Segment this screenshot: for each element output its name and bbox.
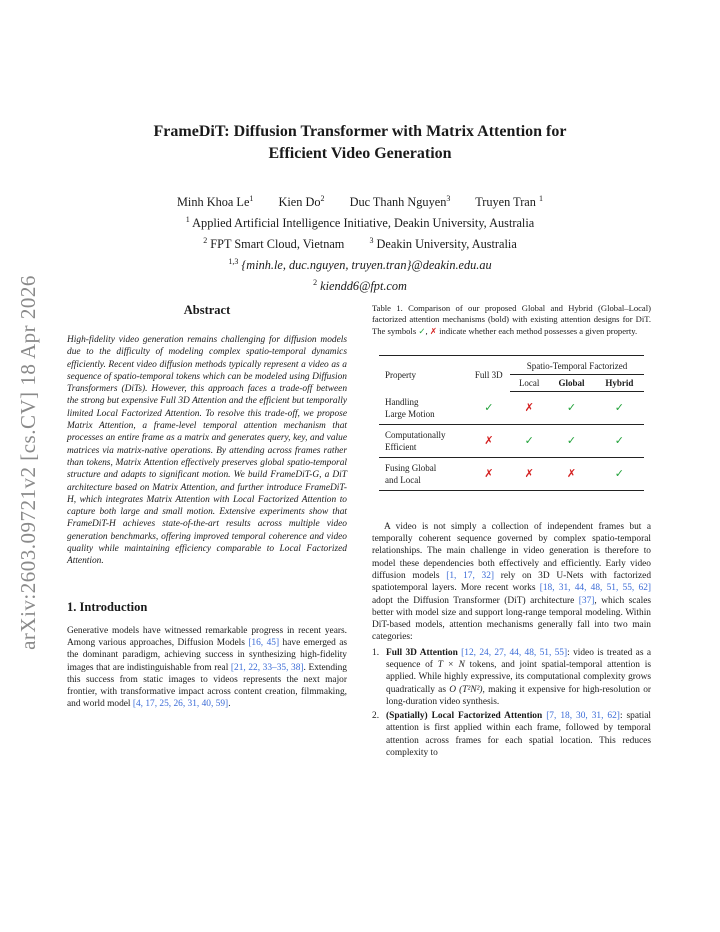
text-run: rely on 3D U-Nets with factorized spatiotemporal layers. More recent works <box>372 570 652 594</box>
author-list <box>100 190 620 211</box>
author-aff: 1 <box>539 194 543 203</box>
aff-mark: 2 <box>203 236 208 246</box>
list-item-title: (Spatially) Local Factorized Attention <box>386 711 543 722</box>
author-name: Kien Do <box>278 195 321 210</box>
arxiv-watermark <box>8 262 48 662</box>
math-expression: O (T²N²) <box>449 684 483 695</box>
attention-category-list <box>372 647 651 760</box>
check-icon: ✓ <box>614 435 624 448</box>
label-line: Fusing Global <box>385 462 437 473</box>
abstract-text: High-fidelity video generation remains challenging for diffusion models due to the difficulty of modeling complex spatio-temporal dynamics efficiently. Recent video diffusion methods typically represent a video as a sequence of spatio-temporal tokens which can be modeled using Diffusion Transformers (DiTs). However, this approach faces a trade-off between the strong but expensive Full 3D Attention and the efficient but temporally limited Local Factorized Attention. To resolve this trade-off, we propose Matrix Attention, a frame-level temporal attention mechanism that processes an entire frame as a matrix and generates query, key, and value matrices via matrix-native operations. By attending across frames rather than tokens, Matrix Attention effectively preserves global spatio-temporal structure and adapts to significant motion. We build FrameDiT-G, a DiT architecture based on Matrix Attention, and further introduce FrameDiT-H, which integrates Matrix Attention with Local Factorized Attention to capture both large and small motion. Extensive experiments show that FrameDiT-H achieves state-of-the-art results across multiple video generation benchmarks, offering improved temporal coherence and video quality while maintaining efficiency comparable to Local Factorized Attention. <box>67 335 347 567</box>
text-run: : video is treated as a sequence of <box>386 647 651 670</box>
text-run: A video is not simply a collection of independent frames but a temporally coherent sequence governed by complex spatio-temporal relationships. The main challenge in video generation is therefore to model these dependencies both effectively and efficiently. Early video diffusion models <box>372 521 651 581</box>
col-header-full3d: Full 3D <box>468 356 510 392</box>
check-icon: ✓ <box>614 402 624 415</box>
cross-icon: ✗ <box>566 468 577 481</box>
text-run: Generative models have witnessed remarkable progress in recent years. Among various approaches, Diffusion Models <box>67 625 347 648</box>
label-line: and Local <box>385 474 421 485</box>
aff-text: Deakin University, Australia <box>376 237 517 252</box>
email-mark: 2 <box>313 278 318 288</box>
author-aff: 2 <box>320 194 325 203</box>
label-line: Efficient <box>385 441 417 452</box>
citation-link[interactable]: [21, 22, 33–35, 38] <box>230 662 304 673</box>
label-line: Large Motion <box>385 408 435 419</box>
affiliation-1 <box>100 211 620 232</box>
email-mark: 1,3 <box>228 257 239 267</box>
left-column <box>67 303 347 711</box>
intro-right-paragraph <box>372 521 651 644</box>
check-icon: ✓ <box>566 402 577 415</box>
text-run: adopt the Diffusion Transformer (DiT) architecture <box>372 595 579 606</box>
cross-icon: ✗ <box>484 435 494 448</box>
cross-icon: ✗ <box>429 325 438 336</box>
aff-mark: 3 <box>369 236 374 246</box>
citation-link[interactable]: [37] <box>578 595 595 606</box>
table-row <box>379 457 644 490</box>
row-property-label <box>379 392 468 425</box>
author-block <box>100 190 620 295</box>
cross-icon: ✗ <box>524 468 534 481</box>
author-aff: 1 <box>249 194 254 203</box>
col-header-local: Local <box>510 375 548 392</box>
math-expression: T × N <box>437 659 465 670</box>
col-header-hybrid: Hybrid <box>595 375 644 392</box>
cross-icon: ✗ <box>524 402 534 415</box>
email-text: kiendd6@fpt.com <box>320 279 407 294</box>
label-line: Computationally <box>385 429 446 440</box>
email-1 <box>100 253 620 274</box>
col-header-group: Spatio-Temporal Factorized <box>510 356 644 375</box>
check-icon: ✓ <box>484 402 494 415</box>
title-line-2: Efficient Video Generation <box>268 145 452 162</box>
citation-link[interactable]: [1, 17, 32] <box>446 570 495 581</box>
list-item <box>372 647 651 708</box>
intro-heading: 1. Introduction <box>67 599 148 614</box>
paper-title <box>100 121 620 165</box>
citation-link[interactable]: [12, 24, 27, 44, 48, 51, 55] <box>461 647 568 658</box>
email-2 <box>100 274 620 295</box>
author-name: Minh Khoa Le <box>177 195 250 210</box>
abstract-heading: Abstract <box>183 303 231 317</box>
check-icon: ✓ <box>614 468 624 481</box>
row-property-label <box>379 457 468 490</box>
label-line: Handling <box>385 396 419 407</box>
text-run: Table 1. Comparison of our proposed Global and Hybrid (Global–Local) factorized attention mechanisms (bold) with existing attention designs for DiT. The symbols <box>372 303 651 336</box>
check-icon: ✓ <box>524 435 534 448</box>
citation-link[interactable]: [7, 18, 30, 31, 62] <box>546 711 620 722</box>
col-header-global: Global <box>548 375 594 392</box>
text-run: indicate whether each method possesses a given property. <box>437 325 638 336</box>
cross-icon: ✗ <box>484 468 494 481</box>
arxiv-id: arXiv:2603.09721v2 [cs.CV] 18 Apr 2026 <box>15 274 40 650</box>
text-run: , <box>425 325 430 336</box>
text-run: : spatial attention is first applied within each frame, followed by temporal attention across frames for each spatial location. This reduces complexity to <box>386 711 651 759</box>
check-icon: ✓ <box>566 435 577 448</box>
author-name: Duc Thanh Nguyen <box>349 195 447 210</box>
aff-mark: 1 <box>185 215 190 225</box>
check-icon: ✓ <box>418 325 426 336</box>
citation-link[interactable]: [16, 45] <box>248 637 280 648</box>
col-header-property: Property <box>379 356 468 392</box>
aff-text: FPT Smart Cloud, Vietnam <box>210 237 345 252</box>
text-run: , making it expensive for high-resolution or long-duration video synthesis. <box>386 684 652 707</box>
text-run: . <box>228 699 231 710</box>
text-run: , which scales better with model size and support long-range temporal modeling. Within DiT-based models, attention mechanisms generally fall into two main categories: <box>372 595 651 643</box>
list-number: 1. <box>372 647 380 658</box>
right-column <box>372 303 651 761</box>
author-name: Truyen Tran <box>475 195 536 210</box>
text-run: tokens, and joint spatial-temporal attention is applied. While highly expressive, its computational complexity grows quadratically as <box>386 659 651 695</box>
list-item-title: Full 3D Attention <box>386 647 458 658</box>
affiliation-2-3 <box>100 232 620 253</box>
email-text: {minh.le, duc.nguyen, truyen.tran}@deakin.edu.au <box>241 258 492 273</box>
title-line-1: FrameDiT: Diffusion Transformer with Matrix Attention for <box>153 123 567 140</box>
table-row <box>379 392 644 425</box>
table-row <box>379 424 644 457</box>
citation-link[interactable]: [18, 31, 44, 48, 51, 55, 62] <box>539 583 651 594</box>
table-caption <box>372 303 651 337</box>
row-property-label <box>379 424 468 457</box>
intro-paragraph <box>67 625 347 711</box>
aff-text: Applied Artificial Intelligence Initiative, Deakin University, Australia <box>192 216 535 231</box>
citation-link[interactable]: [4, 17, 25, 26, 31, 40, 59] <box>132 699 229 710</box>
comparison-table <box>379 355 644 491</box>
text-run: . Extending this success from static images to videos represents the next major frontier, with transformative impact across content creation, filmmaking, and world model <box>67 662 347 710</box>
author-aff: 3 <box>446 194 451 203</box>
text-run: have emerged as the dominant paradigm, achieving success in synthesizing high-fidelity images that are indistinguishable from real <box>67 637 348 673</box>
list-item <box>372 710 651 759</box>
list-number: 2. <box>372 711 380 722</box>
